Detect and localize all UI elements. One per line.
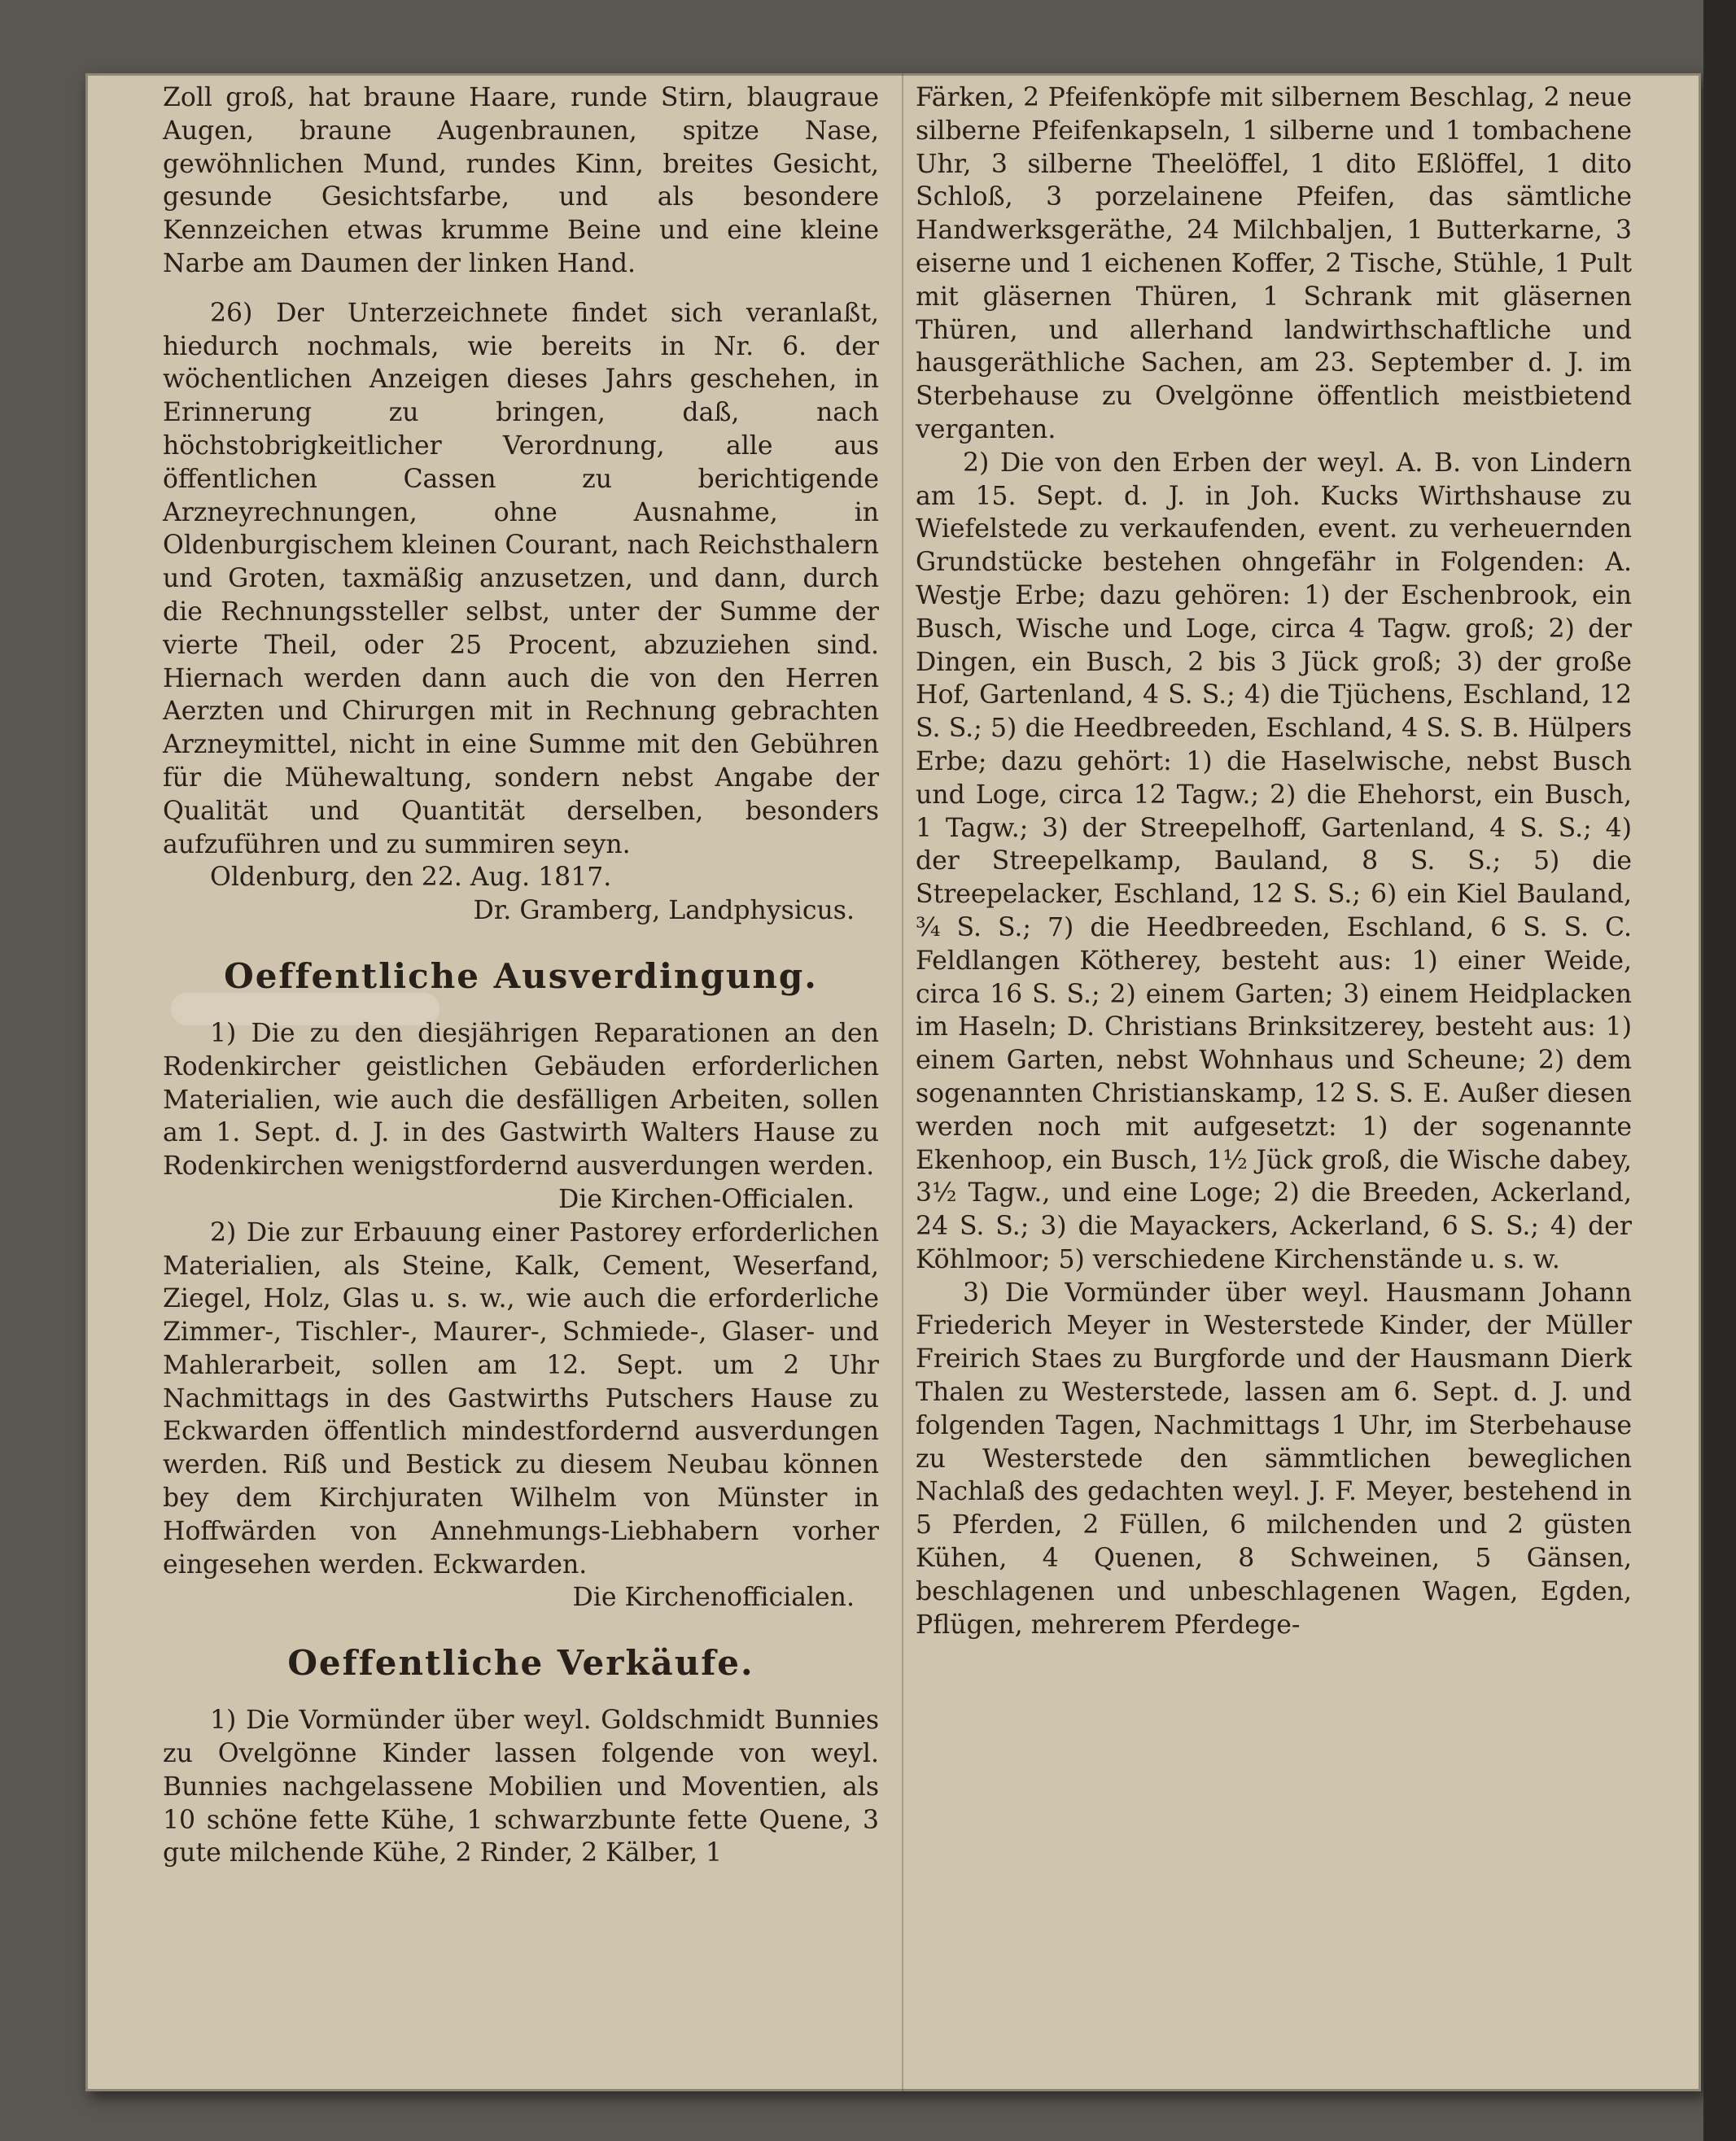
signature-kirchen-officialen: Die Kirchen-Officialen. — [558, 1184, 855, 1214]
signature-gramberg: Dr. Gramberg, Landphysicus. — [473, 896, 855, 926]
signature-kirchenofficialen: Die Kirchenofficialen. — [572, 1583, 855, 1613]
column-divider — [902, 73, 903, 2091]
ausverdingung-item-2: 2) Die zur Erbauung einer Pastorey erforderlichen Materialien, als Steine, Kalk, Cement, Weserfand, Ziegel, Holz, Glas u. s. w., wie auch die erforderliche Zimmer-, Tischler-, Maurer-, Schmiede-, Glaser- und Mahlerarbeit, sollen am 12. Sept. um 2 Uhr Nachmittags in des Gastwirths Putschers Hause zu Eckwarden öffentlich mindestfordernd ausverdungen werden. Riß und Bestick zu diesem Neubau können bey dem Kirchjuraten Wilhelm von Münster in Hoffwärden von Annehmungs-Liebhabern vorher eingesehen werden. Eckwarden. — [163, 1217, 879, 1580]
place-date: Oldenburg, den 22. Aug. 1817. — [210, 863, 612, 893]
right-column — [916, 81, 1632, 1641]
paragraph-26: 26) Der Unterzeichnete findet sich veranlaßt, hiedurch nochmals, wie bereits in Nr. 6. der wöchentlichen Anzeigen dieses Jahrs geschehen, in Erinnerung zu bringen, daß, nach höchstobrigkeitlicher Verordnung, alle aus öffentlichen Cassen zu berichtigende Arzneyrechnungen, ohne Ausnahme, in Oldenburgischem kleinen Courant, nach Reichsthalern und Groten, taxmäßig anzusetzen, und dann, durch die Rechnungssteller selbst, unter der Summe der vierte Theil, oder 25 Procent, abzuziehen sind. Hiernach werden dann auch die von den Herren Aerzten und Chirurgen mit in Rechnung gebrachten Arzneymittel, nicht in eine Summe mit den Gebühren für die Mühewaltung, sondern nebst Angabe der Qualität und Quantität derselben, besonders aufzuführen und zu summiren seyn. — [163, 298, 879, 859]
left-column — [163, 81, 879, 1870]
verkauf-item-3: 3) Die Vormünder über weyl. Hausmann Johann Friederich Meyer in Westerstede Kinder, der Müller Freirich Staes zu Burgforde und der Hausmann Dierk Thalen zu Westerstede, lassen am 6. Sept. d. J. und folgenden Tagen, Nachmittags 1 Uhr, im Sterbehause zu Westerstede den sämmtlichen beweglichen Nachlaß des gedachten weyl. J. F. Meyer, bestehend in 5 Pferden, 2 Füllen, 6 milchenden und 2 güsten Kühen, 4 Quenen, 8 Schweinen, 5 Gänsen, beschlagenen und unbeschlagenen Wagen, Egden, Pflügen, mehrerem Pferdege- — [916, 1278, 1632, 1640]
verkauf-item-2: 2) Die von den Erben der weyl. A. B. von Lindern am 15. Sept. d. J. in Joh. Kucks Wirthshause zu Wiefelstede zu verkaufenden, event. zu verheuernden Grundstücke bestehen ohngefähr in Folgenden: A. Westje Erbe; dazu gehören: 1) der Eschenbrook, ein Busch, Wische und Loge, circa 4 Tagw. groß; 2) der Dingen, ein Busch, 2 bis 3 Jück groß; 3) der große Hof, Gartenland, 4 S. S.; 4) die Tjüchens, Eschland, 12 S. S.; 5) die Heedbreeden, Eschland, 4 S. S. B. Hülpers Erbe; dazu gehört: 1) die Haselwische, nebst Busch und Loge, circa 12 Tagw.; 2) die Ehehorst, ein Busch, 1 Tagw.; 3) der Streepelhoff, Gartenland, 4 S. S.; 4) der Streepelkamp, Bauland, 8 S. S.; 5) die Streepelacker, Eschland, 12 S. S.; 6) ein Kiel Bauland, ¾ S. S.; 7) die Heedbreeden, Eschland, 6 S. S. C. Feldlangen Kötherey, besteht aus: 1) einer Weide, circa 16 S. S.; 2) einem Garten; 3) einem Heidplacken im Haseln; D. Christians Brinksitzerey, besteht aus: 1) einem Garten, nebst Wohnhaus und Scheune; 2) dem sogenannten Christianskamp, 12 S. S. E. Außer diesen werden noch mit aufgesetzt: 1) der sogenannte Ekenhoop, ein Busch, 1½ Jück groß, die Wische dabey, 3½ Tagw., und eine Loge; 2) die Breeden, Ackerland, 24 S. S.; 3) die Mayackers, Ackerland, 6 S. S.; 4) der Köhlmoor; 5) verschiedene Kirchenstände u. s. w. — [916, 448, 1632, 1274]
scan-edge — [1703, 0, 1736, 2141]
paragraph-description: Zoll groß, hat braune Haare, runde Stirn, blaugraue Augen, braune Augenbraunen, spitze Nase, gewöhnlichen Mund, rundes Kinn, breites Gesicht, gesunde Gesichtsfarbe, und als besondere Kennzeichen etwas krumme Beine und eine kleine Narbe am Daumen der linken Hand. — [163, 83, 879, 278]
heading-ausverdingung: Oeffentliche Ausverdingung. — [224, 955, 818, 996]
heading-verkaeufe: Oeffentliche Verkäufe. — [287, 1643, 754, 1684]
ausverdingung-item-1: 1) Die zu den diesjährigen Reparationen an den Rodenkircher geistlichen Gebäuden erforderlichen Materialien, wie auch die desfälligen Arbeiten, sollen am 1. Sept. d. J. in des Gastwirth Walters Hause zu Rodenkirchen wenigstfordernd ausverdungen werden. — [163, 1018, 879, 1182]
verkauf-item-1-continued: Färken, 2 Pfeifenköpfe mit silbernem Beschlag, 2 neue silberne Pfeifenkapseln, 1 silberne und 1 tombachene Uhr, 3 silberne Theelöffel, 1 dito Eßlöffel, 1 dito Schloß, 3 porzelainene Pfeifen, das sämtliche Handwerksgeräthe, 24 Milchbaljen, 1 Butterkarne, 3 eiserne und 1 eichenen Koffer, 2 Tische, Stühle, 1 Pult mit gläsernen Thüren, 1 Schrank mit gläsernen Thüren, und allerhand landwirthschaftliche und hausgeräthliche Sachen, am 23. September d. J. im Sterbehause zu Ovelgönne öffentlich meistbietend verganten. — [916, 83, 1632, 444]
verkauf-item-1: 1) Die Vormünder über weyl. Goldschmidt Bunnies zu Ovelgönne Kinder lassen folgende von weyl. Bunnies nachgelassene Mobilien und Moventien, als 10 schöne fette Kühe, 1 schwarzbunte fette Quene, 3 gute milchende Kühe, 2 Rinder, 2 Kälber, 1 — [163, 1706, 879, 1868]
